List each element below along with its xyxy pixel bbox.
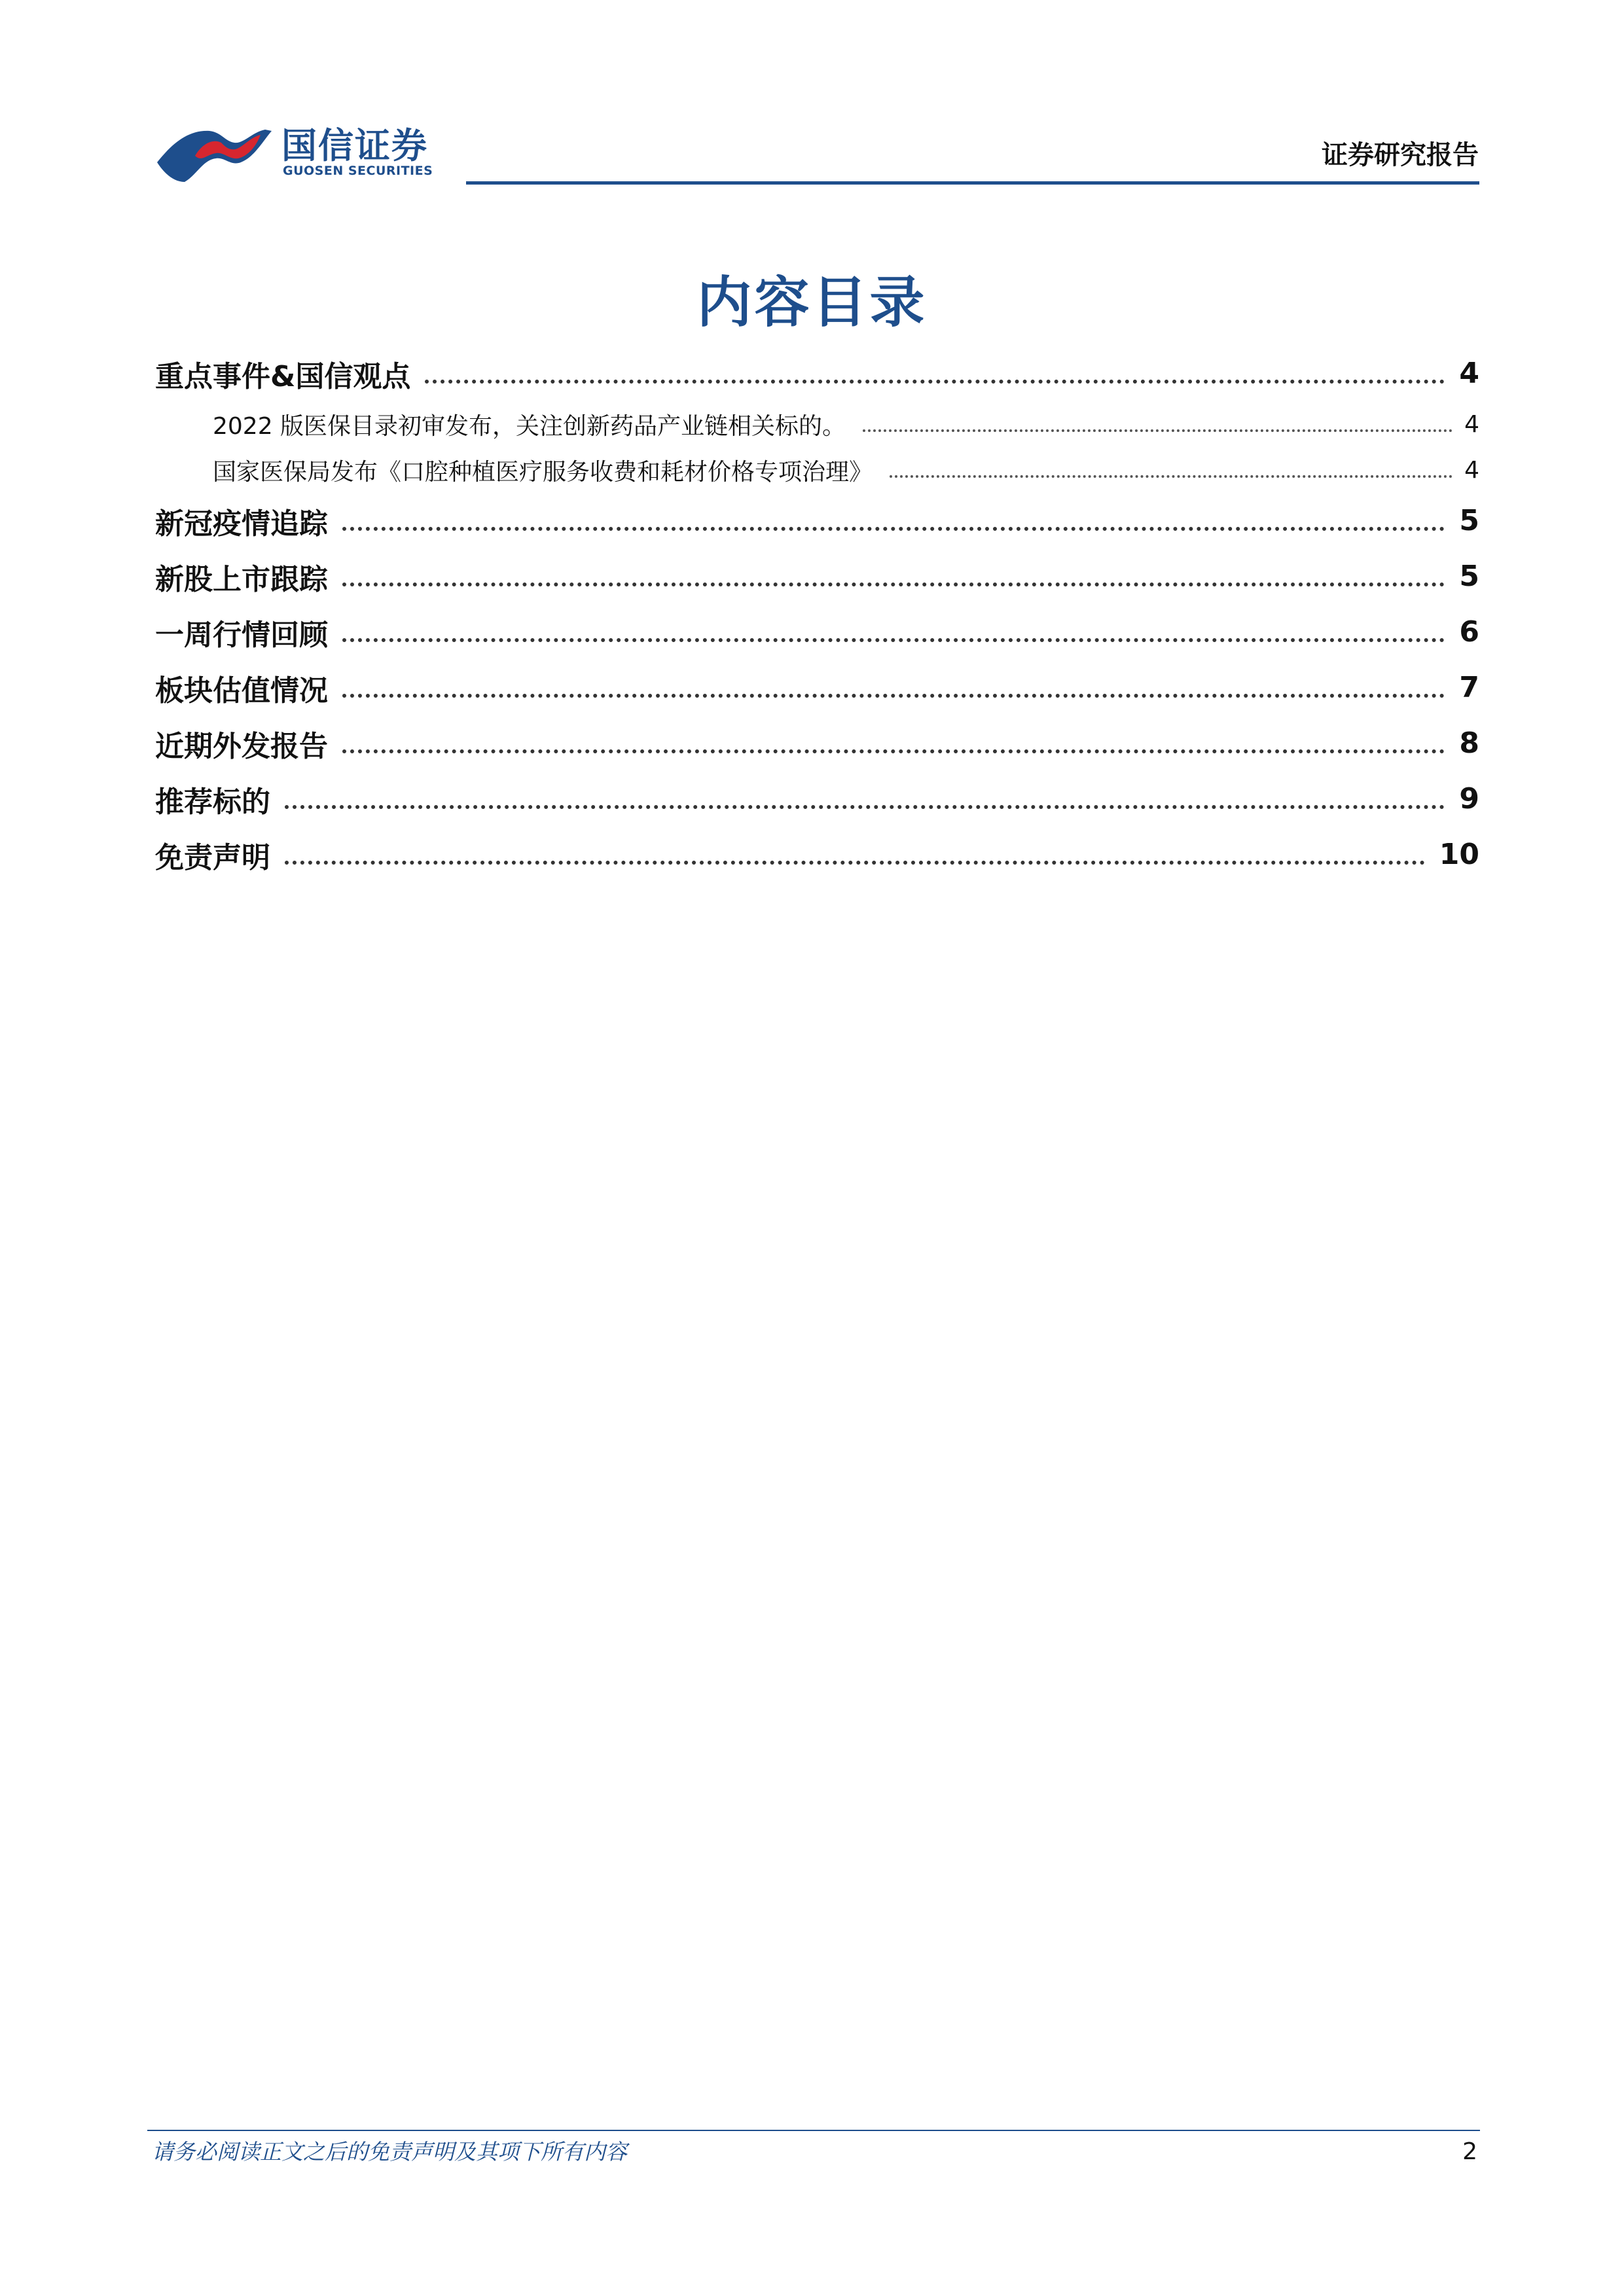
footer-divider [147, 2130, 1480, 2131]
header-divider [466, 181, 1479, 185]
page-title: 内容目录 [696, 270, 928, 334]
toc-entry-title: 2022 版医保目录初审发布，关注创新药品产业链相关标的。 [213, 412, 846, 440]
toc-dot-leader [285, 861, 1425, 865]
toc-entry[interactable] [155, 548, 1479, 604]
toc-entry[interactable] [155, 771, 1479, 827]
toc-entry-page: 5 [1459, 560, 1479, 593]
toc-subentry[interactable] [155, 447, 1479, 493]
toc-entry-page: 5 [1459, 504, 1479, 537]
toc-entry[interactable] [155, 346, 1479, 401]
toc-dot-leader [425, 380, 1445, 384]
toc-dot-leader [342, 638, 1445, 642]
footer-disclaimer: 请务必阅读正文之后的免责声明及其项下所有内容 [152, 2139, 627, 2164]
toc-entry[interactable] [155, 604, 1479, 660]
toc-entry-title: 新股上市跟踪 [155, 562, 328, 596]
toc-entry-page: 4 [1464, 410, 1479, 438]
toc-entry-title: 新冠疫情追踪 [155, 507, 328, 541]
toc-entry-page: 7 [1459, 671, 1479, 704]
toc-entry-page: 4 [1459, 357, 1479, 390]
toc-entry[interactable] [155, 715, 1479, 771]
logo-chinese-name: 国信证券 [281, 125, 428, 166]
toc-dot-leader [863, 429, 1453, 432]
table-of-contents [155, 346, 1479, 882]
logo-mark-icon [157, 117, 275, 188]
company-logo [157, 117, 445, 188]
toc-entry-title: 免责声明 [155, 840, 270, 874]
toc-entry-page: 8 [1459, 726, 1479, 760]
report-type-label: 证券研究报告 [1322, 140, 1479, 170]
toc-entry[interactable] [155, 660, 1479, 715]
toc-dot-leader [285, 805, 1445, 809]
toc-dot-leader [342, 694, 1445, 698]
toc-entry[interactable] [155, 827, 1479, 882]
toc-entry-title: 重点事件&国信观点 [155, 359, 411, 393]
toc-entry-title: 一周行情回顾 [155, 618, 328, 652]
toc-entry-page: 4 [1464, 456, 1479, 484]
toc-subentry[interactable] [155, 401, 1479, 447]
toc-entry-page: 9 [1459, 782, 1479, 816]
toc-entry-page: 6 [1459, 615, 1479, 649]
toc-dot-leader [342, 749, 1445, 753]
toc-dot-leader [342, 583, 1445, 586]
toc-entry-page: 10 [1439, 838, 1479, 871]
toc-entry-title: 推荐标的 [155, 785, 270, 819]
page-number: 2 [1462, 2138, 1477, 2165]
toc-entry-title: 近期外发报告 [155, 729, 328, 763]
toc-entry[interactable] [155, 493, 1479, 548]
toc-entry-title: 国家医保局发布《口腔种植医疗服务收费和耗材价格专项治理》 [213, 458, 873, 486]
logo-english-name: GUOSEN SECURITIES [283, 164, 433, 178]
toc-dot-leader [342, 527, 1445, 531]
toc-entry-title: 板块估值情况 [155, 673, 328, 708]
toc-dot-leader [890, 475, 1453, 478]
